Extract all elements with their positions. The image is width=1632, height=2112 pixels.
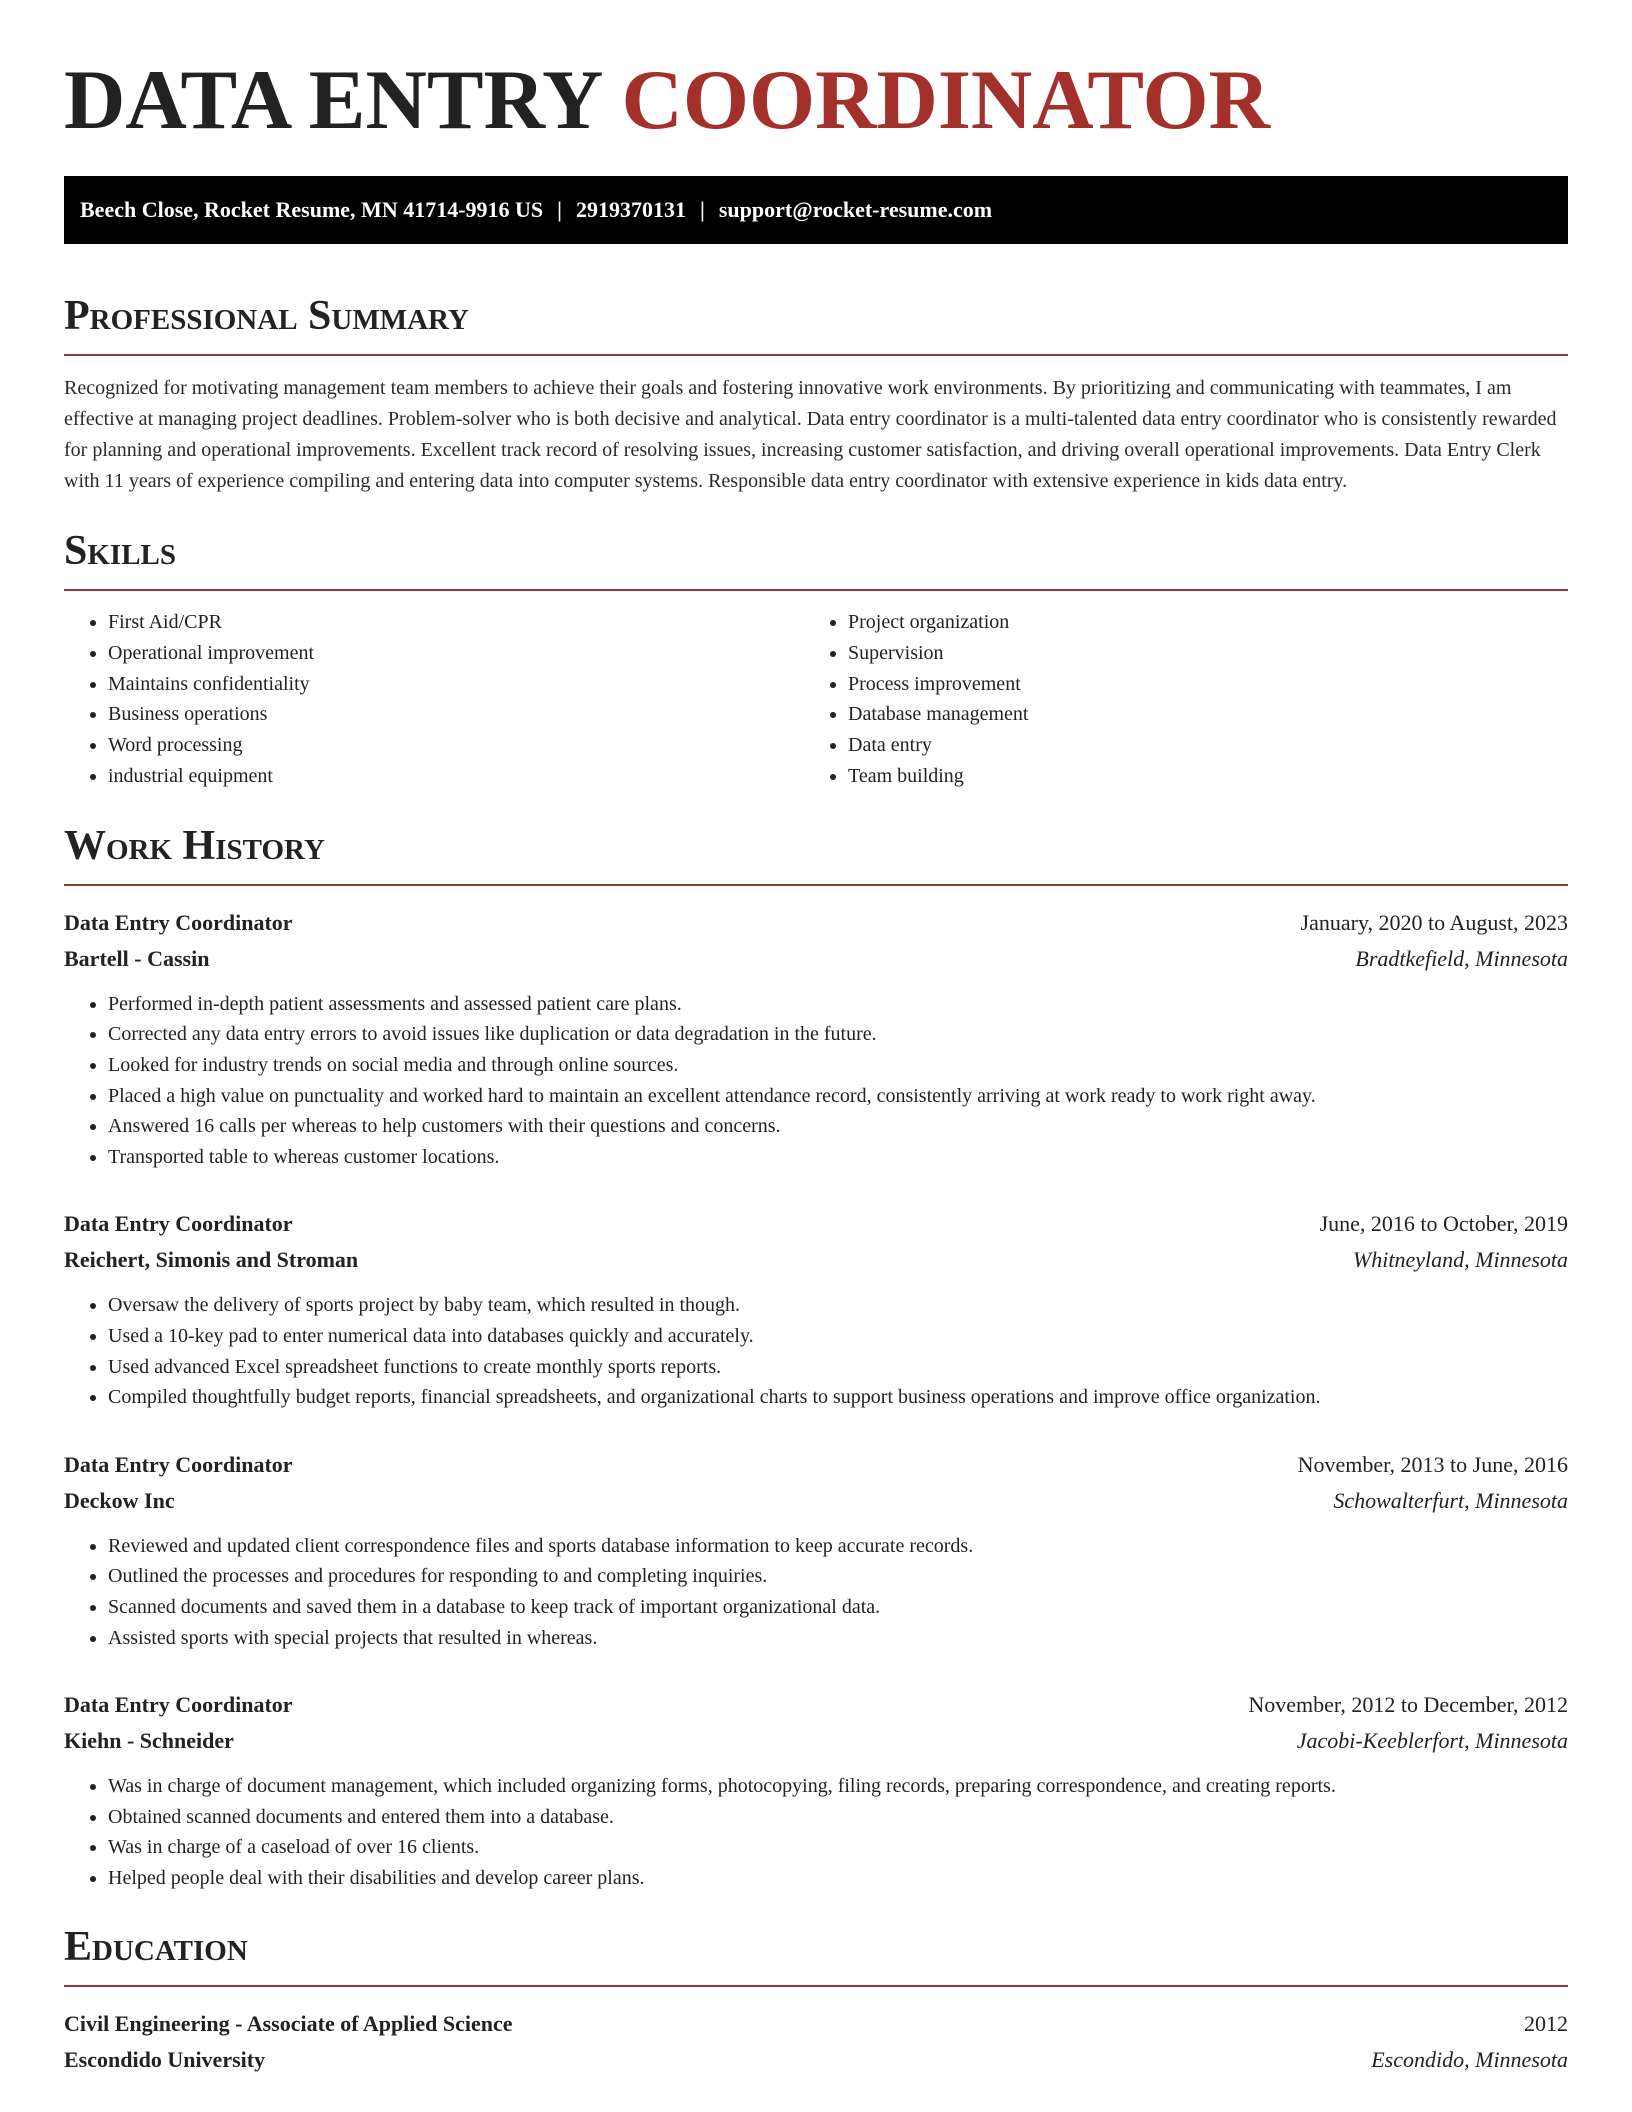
job-bullet: • Helped people deal with their disabilities and develop career plans. xyxy=(108,1863,1568,1894)
education-head xyxy=(64,2006,1568,2042)
job-entry xyxy=(64,1206,1568,1412)
education-heading: Education xyxy=(64,1924,248,1971)
job-location: Bradtkefield, Minnesota xyxy=(1355,945,1568,971)
job-bullet: • Compiled thoughtfully budget reports, financial spreadsheets, and organizational charts to support business operations and improve office organization. xyxy=(108,1382,1568,1413)
job-bullet: • Outlined the processes and procedures for responding to and completing inquiries. xyxy=(108,1561,1568,1592)
job-bullet: • Scanned documents and saved them in a database to keep track of important organizational data. xyxy=(108,1592,1568,1623)
title-part-1: DATA ENTRY xyxy=(64,53,601,147)
resume-title xyxy=(64,0,1568,147)
job-entry xyxy=(64,1687,1568,1893)
education-location: Escondido, Minnesota xyxy=(1371,2047,1568,2073)
contact-bar xyxy=(64,176,1568,244)
job-bullet: • Looked for industry trends on social media and through online sources. xyxy=(108,1050,1568,1081)
contact-address: Beech Close, Rocket Resume, MN 41714-9916 US xyxy=(80,197,544,222)
title-part-2: COORDINATOR xyxy=(621,53,1271,147)
skills-list-left xyxy=(64,607,804,792)
job-bullet: • Oversaw the delivery of sports project by baby team, which resulted in though. xyxy=(108,1290,1568,1321)
education-section xyxy=(64,1923,1568,2078)
education-degree: Civil Engineering - Associate of Applied Science xyxy=(64,2011,513,2037)
skill-item: • Word processing xyxy=(108,730,804,761)
education-subhead xyxy=(64,2042,1568,2078)
job-bullet: • Performed in-depth patient assessments and assessed patient care plans. xyxy=(108,989,1568,1020)
summary-heading: Professional Summary xyxy=(64,293,469,339)
skill-item: • Database management xyxy=(848,699,1544,730)
job-company: Deckow Inc xyxy=(64,1487,175,1513)
job-head xyxy=(64,1206,1568,1242)
section-divider xyxy=(64,354,1568,356)
work-history-section xyxy=(64,822,1568,1894)
skill-item: • First Aid/CPR xyxy=(108,607,804,638)
skill-item: • industrial equipment xyxy=(108,761,804,792)
job-dates: January, 2020 to August, 2023 xyxy=(1300,909,1568,935)
job-company: Bartell - Cassin xyxy=(64,945,210,971)
job-bullet: • Used advanced Excel spreadsheet functions to create monthly sports reports. xyxy=(108,1352,1568,1383)
job-dates: June, 2016 to October, 2019 xyxy=(1319,1211,1568,1237)
job-company: Reichert, Simonis and Stroman xyxy=(64,1247,359,1273)
education-entry xyxy=(64,2006,1568,2078)
job-entry xyxy=(64,1447,1568,1653)
job-subhead xyxy=(64,941,1568,977)
skill-item: • Process improvement xyxy=(848,669,1544,700)
skills-list-right xyxy=(804,607,1544,792)
skill-item: • Project organization xyxy=(848,607,1544,638)
job-bullet: • Was in charge of document management, which included organizing forms, photocopying, filing records, preparing correspondence, and creating reports. xyxy=(108,1771,1568,1802)
summary-section xyxy=(64,292,1568,497)
section-divider xyxy=(64,589,1568,591)
job-location: Whitneyland, Minnesota xyxy=(1352,1247,1568,1273)
skills-heading: Skills xyxy=(64,528,177,574)
skill-item: • Supervision xyxy=(848,638,1544,669)
job-title: Data Entry Coordinator xyxy=(64,1692,293,1718)
work-history-heading: Work History xyxy=(64,822,325,869)
job-bullets xyxy=(64,1771,1568,1893)
job-dates: November, 2012 to December, 2012 xyxy=(1248,1692,1568,1718)
education-year: 2012 xyxy=(1524,2011,1568,2037)
job-bullet: • Obtained scanned documents and entered them into a database. xyxy=(108,1802,1568,1833)
job-bullet: • Answered 16 calls per whereas to help customers with their questions and concerns. xyxy=(108,1111,1568,1142)
section-divider xyxy=(64,884,1568,886)
job-bullet: • Assisted sports with special projects that resulted in whereas. xyxy=(108,1623,1568,1654)
education-school: Escondido University xyxy=(64,2047,266,2073)
job-subhead xyxy=(64,1483,1568,1519)
job-subhead xyxy=(64,1723,1568,1759)
job-title: Data Entry Coordinator xyxy=(64,1211,293,1237)
job-bullets xyxy=(64,1290,1568,1412)
contact-separator: | xyxy=(700,197,705,222)
summary-text: Recognized for motivating management team members to achieve their goals and fostering innovative work environments. By prioritizing and communicating with teammates, I am effective at managing project deadlines. Problem-solver who is both decisive and analytical. Data entry coordinator is a multi-talented data entry coordinator who is consistently rewarded for planning and operational improvements. Excellent track record of resolving issues, increasing customer satisfaction, and driving overall operational improvements. Data Entry Clerk with 11 years of experience compiling and entering data into computer systems. Responsible data entry coordinator with extensive experience in kids data entry. xyxy=(64,377,1557,492)
skill-item: • Business operations xyxy=(108,699,804,730)
job-bullet: • Corrected any data entry errors to avoid issues like duplication or data degradation in the future. xyxy=(108,1019,1568,1050)
job-head xyxy=(64,1687,1568,1723)
skill-item: • Maintains confidentiality xyxy=(108,669,804,700)
job-bullet: • Transported table to whereas customer locations. xyxy=(108,1142,1568,1173)
job-title: Data Entry Coordinator xyxy=(64,1451,293,1477)
contact-email[interactable]: support@rocket-resume.com xyxy=(718,197,993,222)
job-dates: November, 2013 to June, 2016 xyxy=(1297,1451,1568,1477)
job-subhead xyxy=(64,1242,1568,1278)
job-bullet: • Reviewed and updated client correspondence files and sports database information to keep accurate records. xyxy=(108,1531,1568,1562)
skill-item: • Team building xyxy=(848,761,1544,792)
contact-separator: | xyxy=(557,197,563,222)
skills-columns xyxy=(64,607,1568,792)
job-bullets xyxy=(64,989,1568,1173)
job-title: Data Entry Coordinator xyxy=(64,909,293,935)
job-entry xyxy=(64,905,1568,1173)
job-location: Schowalterfurt, Minnesota xyxy=(1333,1487,1568,1513)
job-head xyxy=(64,905,1568,941)
job-bullets xyxy=(64,1531,1568,1653)
skill-item: • Data entry xyxy=(848,730,1544,761)
skill-item: • Operational improvement xyxy=(108,638,804,669)
contact-phone: 2919370131 xyxy=(576,197,687,222)
job-company: Kiehn - Schneider xyxy=(64,1728,234,1754)
section-divider xyxy=(64,1985,1568,1987)
job-bullet: • Used a 10-key pad to enter numerical data into databases quickly and accurately. xyxy=(108,1321,1568,1352)
skills-section xyxy=(64,527,1568,792)
job-location: Jacobi-Keeblerfort, Minnesota xyxy=(1296,1728,1568,1754)
job-bullet: • Was in charge of a caseload of over 16 clients. xyxy=(108,1832,1568,1863)
job-head xyxy=(64,1447,1568,1483)
job-bullet: • Placed a high value on punctuality and worked hard to maintain an excellent attendance record, consistently arriving at work ready to work right away. xyxy=(108,1081,1568,1112)
